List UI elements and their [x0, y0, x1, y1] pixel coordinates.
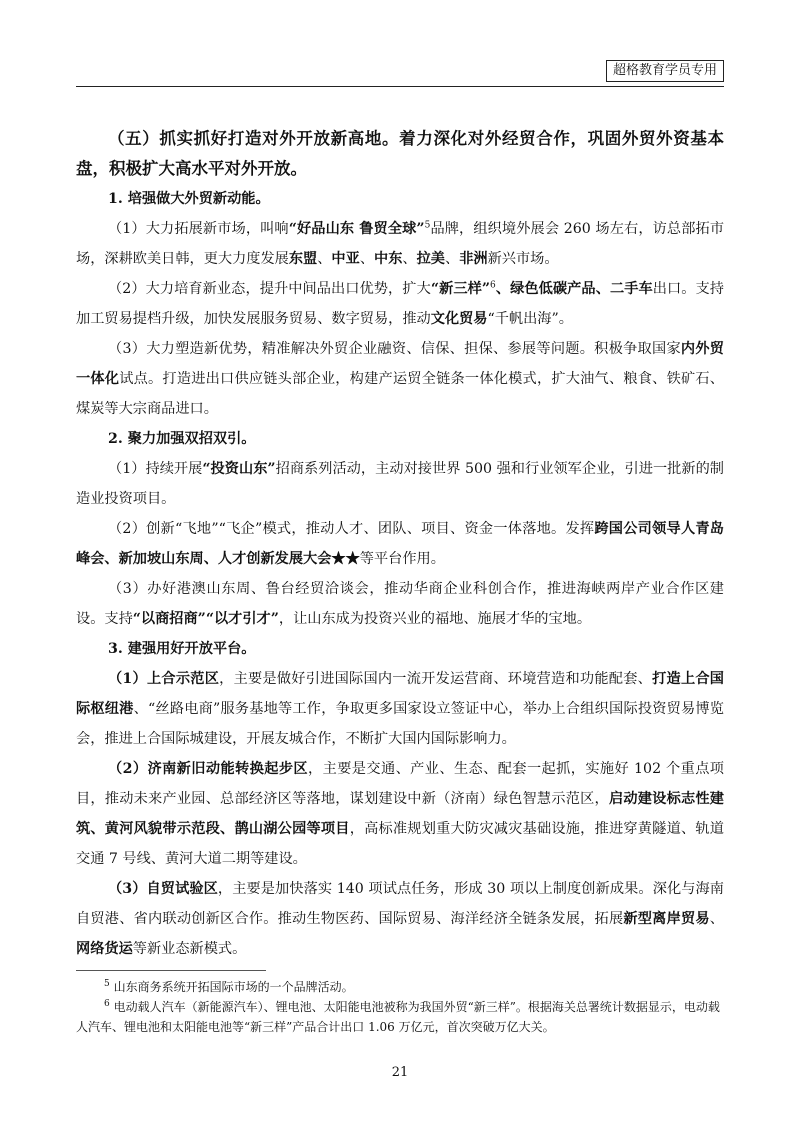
paragraph-1-2: （2）大力培育新业态，提升中间品出口优势，扩大“新三样”$^6$、绿色低碳产品、二手车出口。支持加工贸易提档升级，加快发展服务贸易、数字贸易，推动文化贸易“千帆出海”。: [76, 280, 724, 327]
paragraph-2-3: （3）办好港澳山东周、鲁台经贸洽谈会，推动华商企业科创合作，推进海峡两岸产业合作区建设。支持“以商招商”“以才引才”，让山东成为投资兴业的福地、施展才华的宝地。: [76, 581, 724, 627]
subsection-title-3: 3. 建强用好开放平台。: [108, 641, 256, 657]
header-badge: 超格教育学员专用: [606, 60, 724, 82]
paragraph-1-1: （1）大力拓展新市场，叫响“好品山东 鲁贸全球”$^5$品牌，组织境外展会 260 场左右，访总部拓市场，深耕欧美日韩，更大力度发展东盟、中亚、中东、拉美、非洲新兴市场。: [76, 220, 725, 267]
footnotes: [76, 970, 724, 1037]
subsection-title-1: 1. 培强做大外贸新动能。: [108, 191, 270, 207]
paragraph-3-3: （3）自贸试验区，主要是加快落实 140 项试点任务，形成 30 项以上制度创新成果。深化与海南自贸港、省内联动创新区合作。推动生物医药、国际贸易、海洋经济全链条发展，拓展新型离岸贸易、网络货运等新业态新模式。: [76, 881, 724, 957]
section-heading: （五）抓实抓好打造对外开放新高地。着力深化对外经贸合作，巩固外贸外资基本盘，积极扩大高水平对外开放。: [76, 129, 724, 178]
paragraph-3-1: （1）上合示范区，主要是做好引进国际国内一流开发运营商、环境营造和功能配套、打造上合国际枢纽港、“丝路电商”服务基地等工作，争取更多国家设立签证中心，举办上合组织国际投资贸易博览会，推进上合国际城建设，开展友城合作，不断扩大国内国际影响力。: [76, 671, 724, 747]
paragraph-2-1: （1）持续开展“投资山东”招商系列活动，主动对接世界 500 强和行业领军企业，引进一批新的制造业投资项目。: [76, 461, 724, 507]
footnote-ref-6: 6: [490, 280, 496, 291]
page-number: 21: [391, 1065, 409, 1080]
paragraph-1-3: （3）大力塑造新优势，精准解决外贸企业融资、信保、担保、参展等问题。积极争取国家内外贸一体化试点。打造进出口供应链头部企业，构建产运贸全链条一体化模式，扩大油气、粮食、铁矿石、煤炭等大宗商品进口。: [76, 341, 724, 417]
footnote-ref-5: 5: [424, 220, 431, 231]
footnote-rule: [76, 970, 266, 971]
header-rule: [76, 86, 724, 87]
paragraph-2-2: （2）创新“飞地”“飞企”模式，推动人才、团队、项目、资金一体落地。发挥跨国公司领导人青岛峰会、新加坡山东周、人才创新发展大会★★等平台作用。: [76, 521, 724, 567]
paragraph-3-2: （2）济南新旧动能转换起步区，主要是交通、产业、生态、配套一起抓，实施好 102 个重点项目，推动未来产业园、总部经济区等落地，谋划建设中新（济南）绿色智慧示范区，启动建设标志性建筑、黄河风貌带示范段、鹊山湖公园等项目，高标准规划重大防灾减灾基础设施，推进穿黄隧道、轨道交通 7 号线、黄河大道二期等建设。: [76, 761, 724, 867]
footnote-6: $^6$ 电动载人汽车（新能源汽车）、锂电池、太阳能电池被称为我国外贸“新三样”。根据海关总署统计数据显示，电动载人汽车、锂电池和太阳能电池等“新三样”产品合计出口 1.06 万亿元，首次突破万亿大关。: [76, 999, 720, 1034]
body-content: [76, 124, 724, 964]
footnote-5: $^5$ 山东商务系统开拓国际市场的一个品牌活动。: [104, 979, 354, 994]
subsection-title-2: 2. 聚力加强双招双引。: [108, 431, 256, 447]
